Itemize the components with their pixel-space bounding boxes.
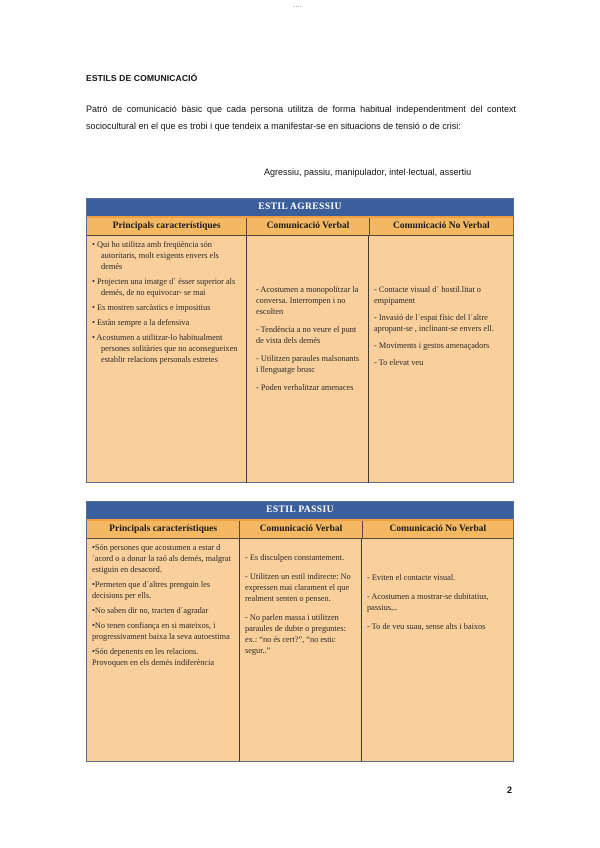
verbal-cell xyxy=(247,236,369,483)
list-item: •Permeten que d´altres prenguin les decisions per ells. xyxy=(92,580,211,600)
list-item: - Eviten el contacte visual. xyxy=(367,573,456,582)
list-item: • Es mostren sarcàstics e impositius xyxy=(92,303,211,312)
column-header: Comunicació Verbal xyxy=(247,218,369,235)
passive-style-table xyxy=(86,501,514,762)
list-item: - Moviments i gestos amenaçadors xyxy=(374,341,490,350)
table-row xyxy=(87,236,513,483)
list-item: •No tenen confiança en si mateixos, i progressivament baixa la seva autoestima xyxy=(92,621,230,641)
list-item: - Acostumen a mostrar-se dubitatius, passius,.. xyxy=(367,592,489,612)
communication-styles-list: Agressiu, passiu, manipulador, intel·lectual, assertiu xyxy=(264,167,472,177)
page-number: 2 xyxy=(507,785,513,795)
verbal-cell xyxy=(240,539,362,761)
intro-paragraph: Patró de comunicació bàsic que cada persona utilitza de forma habitual independentment del context sociocultural en el que es trobi i que tendeix a manifestar-se en situacions de tensió o de crisi: xyxy=(86,104,516,131)
column-header: Comunicació No Verbal xyxy=(393,221,490,231)
list-item: •Són persones que acostumen a estar d´acord o a donar la raó als demés, malgrat estiguin en desacord. xyxy=(92,543,231,574)
list-item: - Contacte visual d´ hostil.litat o empipament xyxy=(374,285,481,305)
list-item: - To elevat veu xyxy=(374,358,424,367)
column-header: Principals característiques xyxy=(87,218,247,235)
table-header-row xyxy=(87,521,513,539)
aggressive-style-table xyxy=(86,198,514,483)
nonverbal-cell xyxy=(362,539,513,761)
table-title: ESTIL AGRESSIU xyxy=(87,199,513,218)
list-item: - Poden verbalitzar amenaces xyxy=(256,383,354,392)
table-header-row xyxy=(87,218,513,236)
list-item: - Utilitzen paraules malsonants i llenguatge brusc xyxy=(256,354,359,374)
table-title: ESTIL PASSIU xyxy=(87,502,513,521)
column-header: Comunicació Verbal xyxy=(240,521,362,538)
table-row xyxy=(87,539,513,761)
list-item: - Es disculpen constantement. xyxy=(245,553,345,562)
list-item: • Estàn sempre a la defensiva xyxy=(92,318,190,327)
characteristics-cell xyxy=(87,539,240,761)
section-title: ESTILS DE COMUNICACIÓ xyxy=(86,73,198,83)
list-item: - Acostumen a monopolitzar la conversa. Interrompen i no escolten xyxy=(256,285,359,316)
list-item: • Acostumen a utilitzar-lo habitualment persones solitàries que no aconsegueixen establir relacions personals estretes xyxy=(92,333,238,364)
nonverbal-cell xyxy=(369,236,513,483)
page-header-mark: .... xyxy=(293,0,302,9)
list-item: •Són depenents en les relacions. Provoquen en els demés indiferència xyxy=(92,647,215,667)
list-item: - Utilitzen un estil indirecte: No expressen mai clarament el que realment senten o pensen. xyxy=(245,572,351,603)
list-item: - To de veu suau, sense alts i baixos xyxy=(367,622,486,631)
list-item: - No parlen massa i utilitzen paraules de dubte o preguntes: ex.: “no és cert?”, “no estic segur..” xyxy=(245,613,346,655)
column-header: Principals característiques xyxy=(87,521,240,538)
list-item: - Invasió de l´espai físic del l´altre apropant-se , inclinant-se envers ell. xyxy=(374,313,494,333)
list-item: •No saben dir no, tracten d´agradar xyxy=(92,606,209,615)
column-header: Comunicació No Verbal xyxy=(389,524,487,534)
list-item: • Qui ho utilitza amb freqüència són autoritaris, molt exigents envers els demés xyxy=(92,240,219,271)
list-item: - Tendència a no veure el punt de vista dels demés xyxy=(256,325,357,345)
characteristics-cell xyxy=(87,236,247,483)
list-item: • Projecten una imatge d´ ésser superior als demés, de no equivocar- se mai xyxy=(92,277,236,297)
